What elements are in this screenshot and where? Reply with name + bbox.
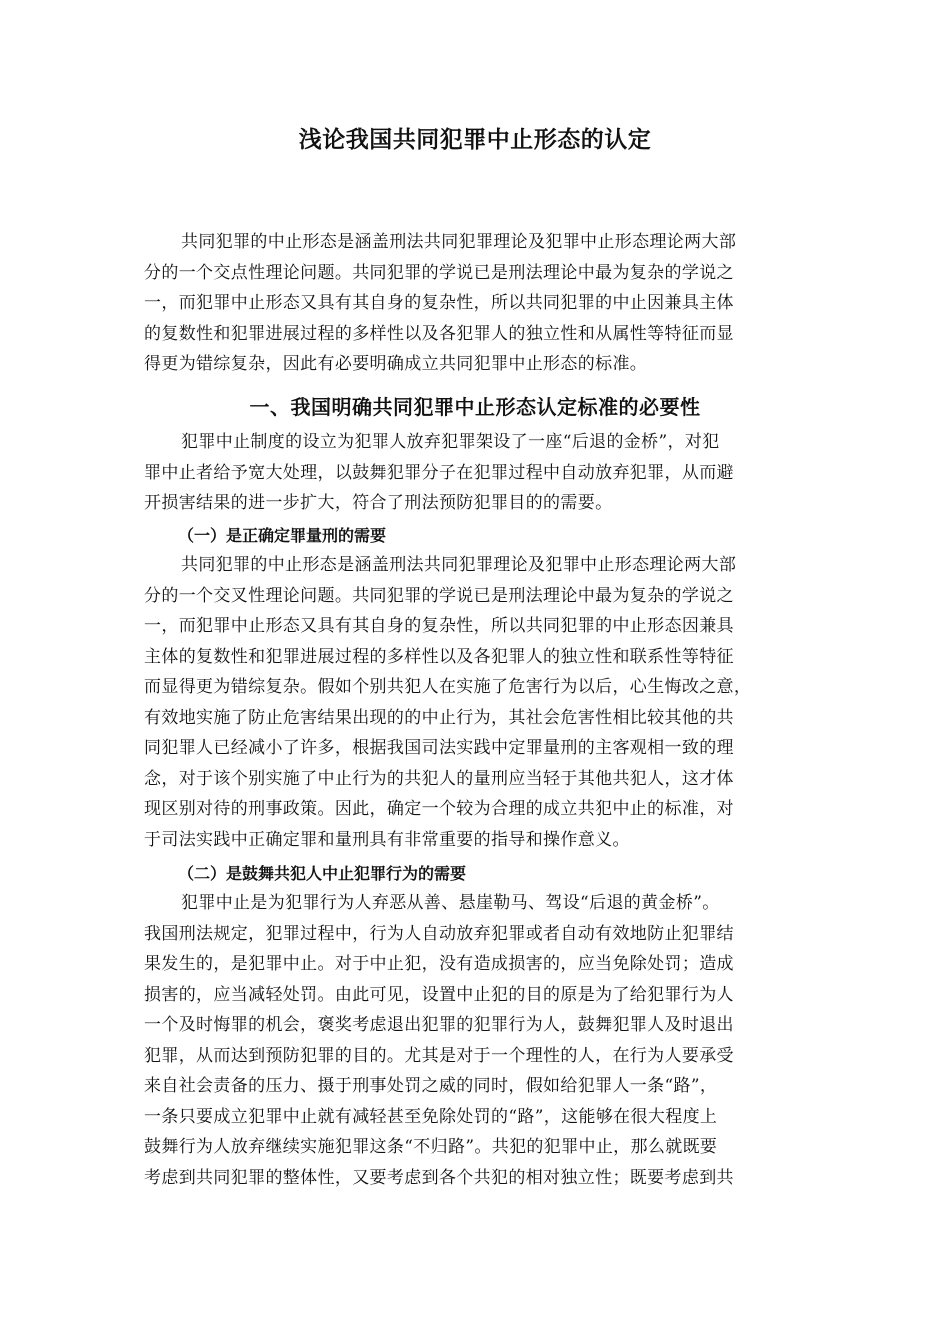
- intro-line: 共同犯罪的中止形态是涵盖刑法共同犯罪理论及犯罪中止形态理论两大部: [181, 232, 737, 252]
- subsection1-line: 而显得更为错综复杂。假如个别共犯人在实施了危害行为以后，心生悔改之意，: [144, 677, 752, 697]
- subsection2-line: 一条只要成立犯罪中止就有减轻甚至免除处罚的“路”，这能够在很大程度上: [144, 1106, 718, 1127]
- subsection1-line: 主体的复数性和犯罪进展过程的多样性以及各犯罪人的独立性和联系性等特征: [144, 646, 734, 667]
- section1-paragraph: [144, 427, 834, 519]
- subsection1-line: 同犯罪人已经减小了许多，根据我国司法实践中定罪量刑的主客观相一致的理: [144, 738, 734, 758]
- subsection2-heading: （二）是鼓舞共犯人中止犯罪行为的需要: [178, 864, 467, 883]
- subsection2-line: 一个及时悔罪的机会，褒奖考虑退出犯罪的犯罪行为人，鼓舞犯罪人及时退出: [144, 1015, 734, 1035]
- subsection1-paragraph: [144, 550, 834, 855]
- intro-paragraph: [144, 227, 834, 380]
- subsection1-line: 现区别对待的刑事政策。因此，确定一个较为合理的成立共犯中止的标准，对: [144, 799, 734, 819]
- intro-line: 的复数性和犯罪进展过程的多样性以及各犯罪人的独立性和从属性等特征而显: [144, 323, 734, 344]
- subsection1-heading: （一）是正确定罪量刑的需要: [178, 526, 387, 545]
- subsection2-line: 来自社会责备的压力、摄于刑事处罚之威的同时，假如给犯罪人一条“路”，: [144, 1076, 718, 1096]
- subsection2-line: 鼓舞行为人放弃继续实施犯罪这条“不归路”。共犯的犯罪中止，那么就既要: [144, 1137, 718, 1157]
- section1-line: 犯罪中止制度的设立为犯罪人放弃犯罪架设了一座“后退的金桥”，对犯: [181, 432, 720, 452]
- subsection2-paragraph: [144, 888, 834, 1193]
- section1-line: 开损害结果的进一步扩大，符合了刑法预防犯罪目的的需要。: [144, 493, 613, 513]
- document-title: 浅论我国共同犯罪中止形态的认定: [298, 127, 652, 153]
- subsection1-line: 有效地实施了防止危害结果出现的的中止行为，其社会危害性相比较其他的共: [144, 707, 734, 728]
- subsection1-line: 共同犯罪的中止形态是涵盖刑法共同犯罪理论及犯罪中止形态理论两大部: [181, 555, 737, 575]
- subsection2-line: 果发生的，是犯罪中止。对于中止犯，没有造成损害的，应当免除处罚；造成: [144, 954, 734, 974]
- section1-heading: 一、我国明确共同犯罪中止形态认定标准的必要性: [249, 395, 701, 419]
- subsection2-line: 考虑到共同犯罪的整体性，又要考虑到各个共犯的相对独立性；既要考虑到共: [144, 1167, 734, 1188]
- subsection1-line: 一，而犯罪中止形态又具有其自身的复杂性，所以共同犯罪的中止形态因兼具: [144, 616, 734, 636]
- subsection2-line: 损害的，应当减轻处罚。由此可见，设置中止犯的目的原是为了给犯罪行为人: [144, 984, 734, 1005]
- subsection1-line: 念，对于该个别实施了中止行为的共犯人的量刑应当轻于其他共犯人，这才体: [144, 768, 734, 789]
- subsection2-line: 我国刑法规定，犯罪过程中，行为人自动放弃犯罪或者自动有效地防止犯罪结: [144, 923, 734, 944]
- section1-line: 罪中止者给予宽大处理，以鼓舞犯罪分子在犯罪过程中自动放弃犯罪，从而避: [144, 462, 734, 483]
- subsection2-line: 犯罪，从而达到预防犯罪的目的。尤其是对于一个理性的人，在行为人要承受: [144, 1045, 734, 1066]
- subsection2-line: 犯罪中止是为犯罪行为人弃恶从善、悬崖勒马、驾设“后退的黄金桥”。: [181, 893, 720, 913]
- intro-line: 一，而犯罪中止形态又具有其自身的复杂性，所以共同犯罪的中止因兼具主体: [144, 293, 734, 313]
- intro-line: 分的一个交点性理论问题。共同犯罪的学说已是刑法理论中最为复杂的学说之: [144, 262, 734, 283]
- subsection1-line: 分的一个交叉性理论问题。共同犯罪的学说已是刑法理论中最为复杂的学说之: [144, 585, 734, 606]
- subsection1-line: 于司法实践中正确定罪和量刑具有非常重要的指导和操作意义。: [144, 829, 630, 850]
- intro-line: 得更为错综复杂，因此有必要明确成立共同犯罪中止形态的标准。: [144, 354, 648, 374]
